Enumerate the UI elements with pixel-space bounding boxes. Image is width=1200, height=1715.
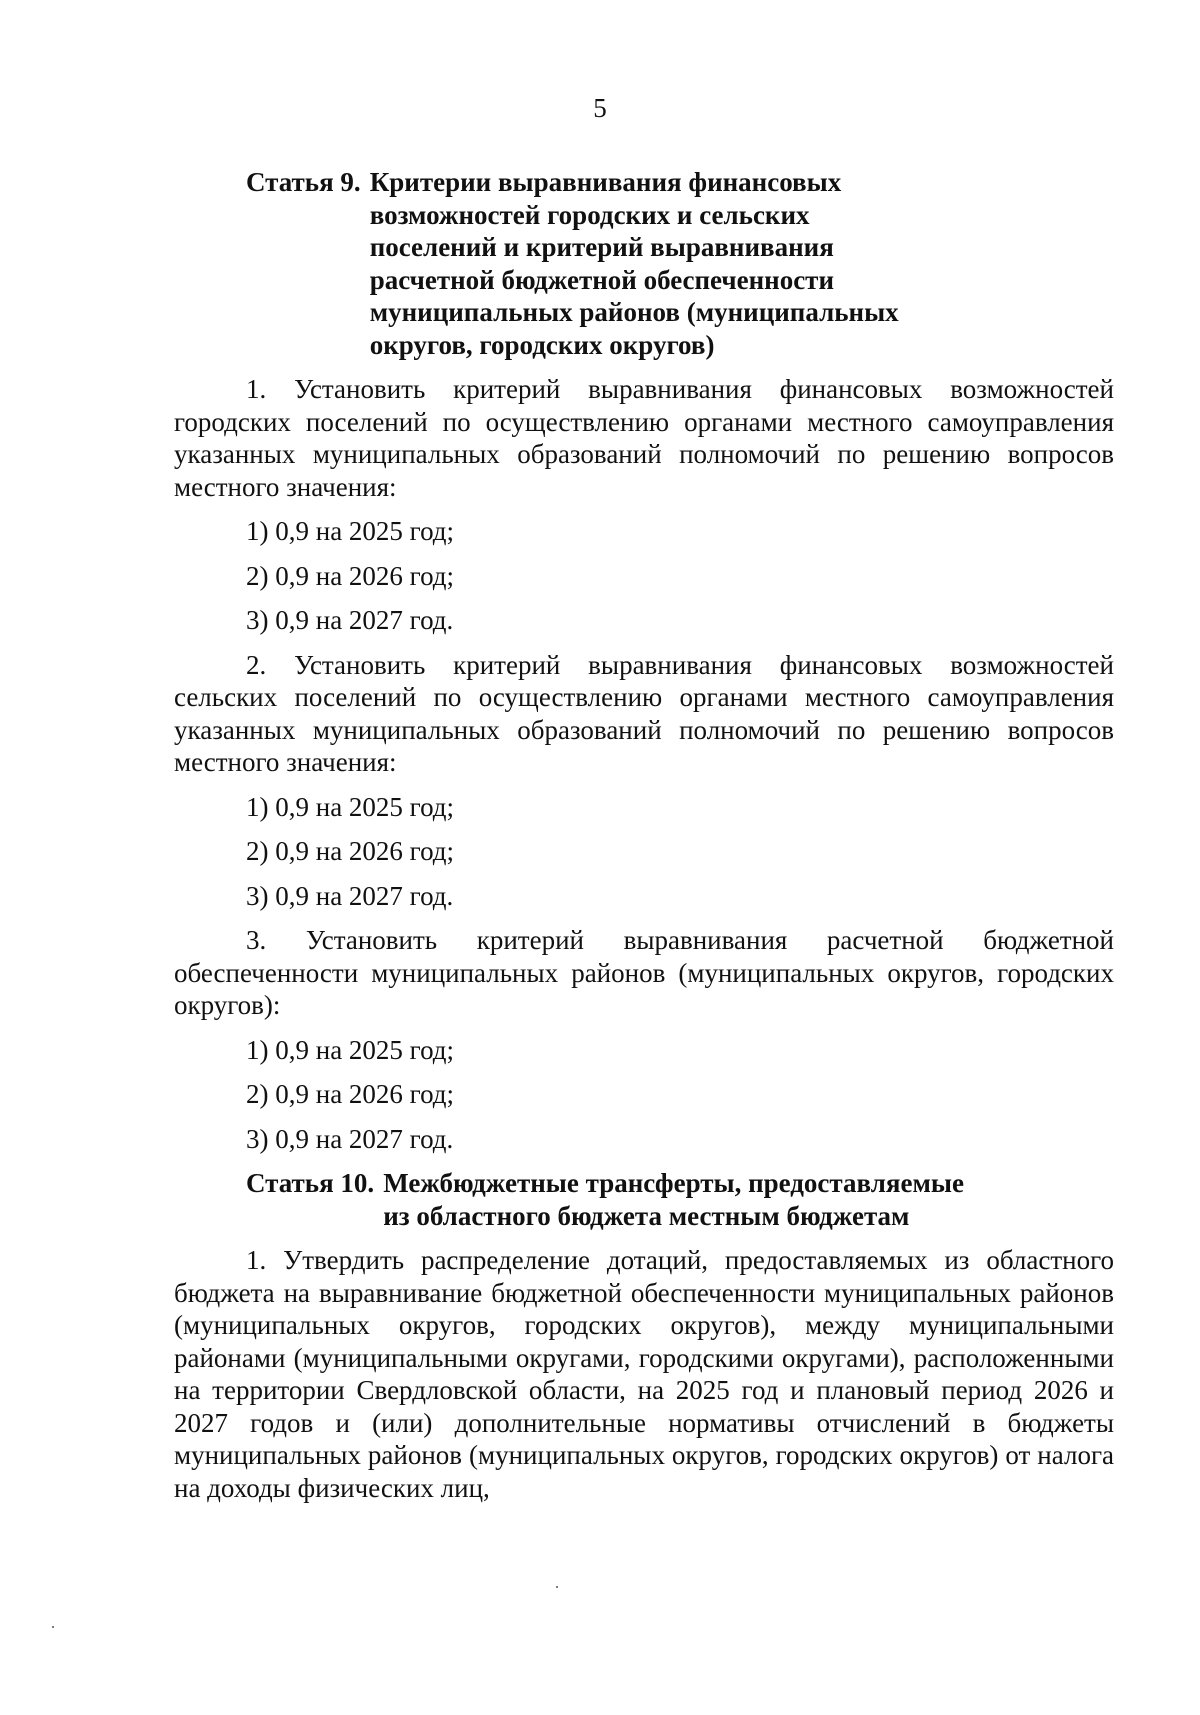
list-item: 3) 0,9 на 2027 год. [246,1123,454,1154]
article-9-title-line: муниципальных районов (муниципальных [369,297,899,327]
article-9-paragraph-3: 3. Установить критерий выравнивания расчетной бюджетной обеспеченности муниципальных районов (муниципальных округов, городских округов): [174,925,1114,1020]
list-item: 2) 0,9 на 2026 год; [246,1079,455,1109]
document-body [174,166,1114,1504]
article-9-title [370,166,899,361]
list-item: 2) 0,9 на 2026 год; [246,560,455,591]
article-10-paragraph-1: 1. Утвердить распределение дотаций, предоставляемых из областного бюджета на выравнивание бюджетной обеспеченности муниципальных районов (муниципальных округов, городских округов), между муниципальными районами (муниципальными округами, городскими округами), расположенными на территории Свердловской области, на 2025 год и плановый период 2026 и 2027 годов и (или) дополнительные нормативы отчислений в бюджеты муниципальных районов (муниципальных округов, городских округов) от налога на доходы физических лиц, [174,1245,1114,1503]
list-item: 1) 0,9 на 2025 год; [246,516,455,546]
list-item: 3) 0,9 на 2027 год. [246,605,454,635]
article-10-title-line: Межбюджетные трансферты, предоставляемые [383,1168,964,1198]
article-9-paragraph-2: 2. Установить критерий выравнивания финансовых возможностей сельских поселений по осуществлению органами местного самоуправления указанных муниципальных образований полномочий по решению вопросов местного значения: [174,649,1114,777]
article-9-number: Статья 9. [246,167,361,197]
scan-speck [556,1586,558,1588]
article-9-title-line: возможностей городских и сельских [369,199,810,230]
article-10-number: Статья 10. [246,1168,375,1198]
list-item: 1) 0,9 на 2025 год; [246,791,455,822]
article-10-title [383,1167,964,1232]
article-9-heading [246,166,1114,361]
article-9-title-line: расчетной бюджетной обеспеченности [369,264,835,295]
article-9-title-line: округов, городских округов) [369,329,715,360]
list-item: 3) 0,9 на 2027 год. [246,880,454,911]
article-9-title-line: поселений и критерий выравнивания [369,232,834,262]
article-10-heading [246,1167,1114,1232]
list-item: 1) 0,9 на 2025 год; [246,1034,455,1065]
list-item: 2) 0,9 на 2026 год; [246,836,455,866]
article-9-paragraph-1: 1. Установить критерий выравнивания финансовых возможностей городских поселений по осуществлению органами местного самоуправления указанных муниципальных образований полномочий по решению вопросов местного значения: [174,374,1114,502]
article-10-title-line: из областного бюджета местным бюджетам [383,1200,910,1231]
article-9-title-line: Критерии выравнивания финансовых [369,167,842,197]
page-number: 5 [593,93,607,123]
scan-speck [52,1626,54,1628]
